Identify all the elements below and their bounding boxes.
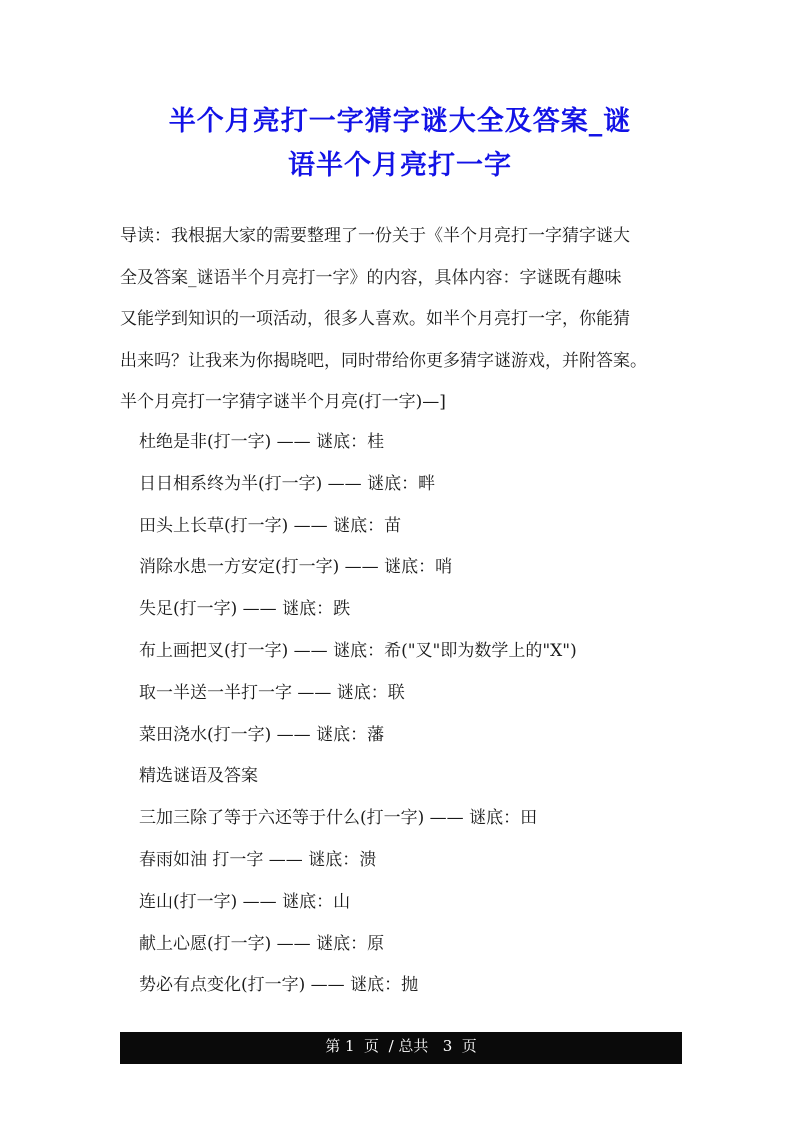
riddle-item: 布上画把叉(打一字) —— 谜底：希("叉"即为数学上的"X") xyxy=(139,640,577,661)
riddle-item: 日日相系终为半(打一字) —— 谜底：畔 xyxy=(139,473,436,494)
intro-line: 又能学到知识的一项活动，很多人喜欢。如半个月亮打一字，你能猜 xyxy=(120,309,630,329)
riddle-item: 取一半送一半打一字 —— 谜底：联 xyxy=(139,682,405,703)
riddle-item: 势必有点变化(打一字) —— 谜底：抛 xyxy=(139,975,419,996)
title-line-1: 半个月亮打一字猜字谜大全及答案_谜 xyxy=(168,106,632,137)
intro-line: 全及答案_谜语半个月亮打一字》的内容，具体内容：字谜既有趣味 xyxy=(120,267,622,288)
riddle-item: 田头上长草(打一字) —— 谜底：苗 xyxy=(139,515,402,536)
riddle-list xyxy=(139,422,684,1007)
riddle-item: 献上心愿(打一字) —— 谜底：原 xyxy=(139,933,385,954)
riddle-item: 菜田浇水(打一字) —— 谜底：藩 xyxy=(139,724,385,745)
intro-line: 导读：我根据大家的需要整理了一份关于《半个月亮打一字猜字谜大 xyxy=(120,226,630,246)
riddle-item: 消除水患一方安定(打一字) —— 谜底：哨 xyxy=(139,557,453,578)
riddle-item: 连山(打一字) —— 谜底：山 xyxy=(139,891,351,912)
intro-line: 出来吗？让我来为你揭晓吧，同时带给你更多猜字谜游戏，并附答案。 xyxy=(120,350,647,371)
page-footer xyxy=(120,1032,682,1064)
riddle-item: 失足(打一字) —— 谜底：跌 xyxy=(139,599,351,620)
page-number-label: 第 1 页 / 总共 3 页 xyxy=(325,1037,477,1055)
riddle-item: 春雨如油 打一字 —— 谜底：溃 xyxy=(139,849,377,870)
title-line-2: 语半个月亮打一字 xyxy=(288,150,512,181)
intro-line: 半个月亮打一字猜字谜半个月亮(打一字)—] xyxy=(120,392,446,412)
riddle-item: 杜绝是非(打一字) —— 谜底：桂 xyxy=(139,432,385,452)
intro-paragraph xyxy=(120,216,690,424)
section-heading: 精选谜语及答案 xyxy=(139,766,258,787)
riddle-item: 三加三除了等于六还等于什么(打一字) —— 谜底：田 xyxy=(139,808,538,829)
page-title xyxy=(120,100,680,188)
